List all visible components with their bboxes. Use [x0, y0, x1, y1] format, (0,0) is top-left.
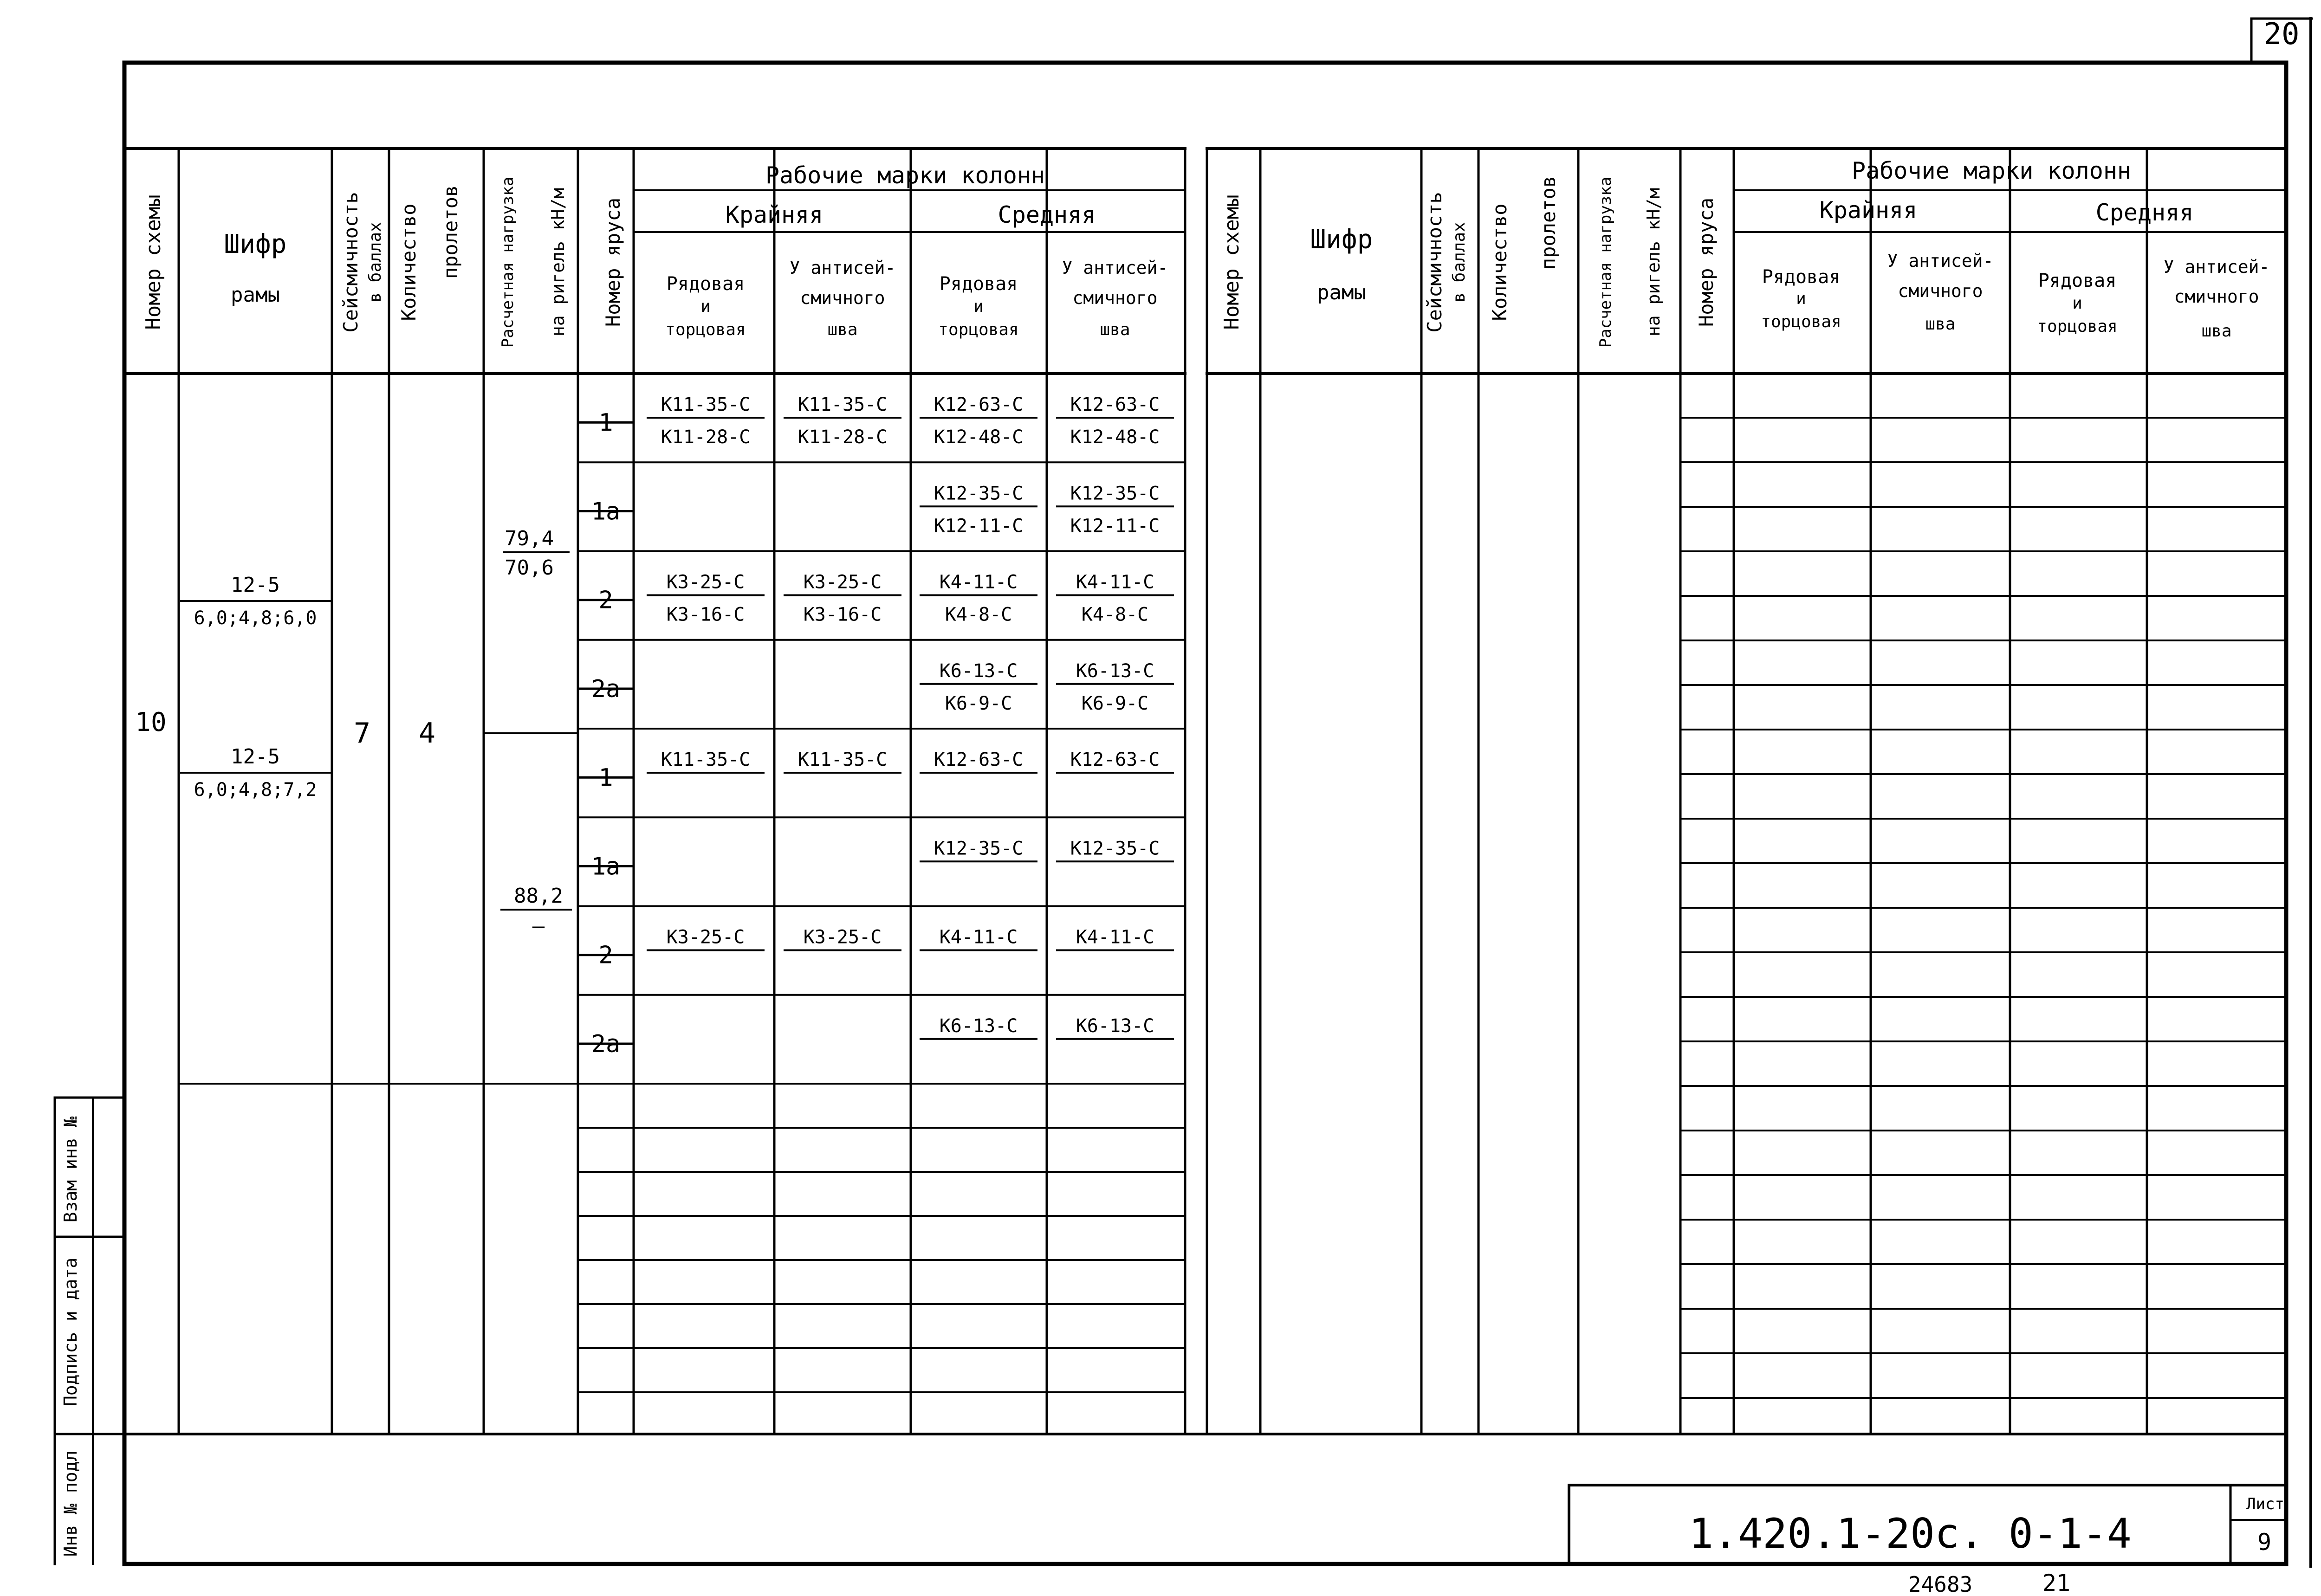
seismic-value: 7: [353, 717, 371, 750]
header-marks-right: Рабочие марки колонн: [1851, 157, 2132, 184]
header-seismic-1: Сейсмичность: [339, 192, 362, 333]
header-row-3-right: торцовая: [1761, 312, 1841, 331]
header-row-1b-right: Рядовая: [2038, 270, 2117, 291]
header-frame-code-1-right: Шифр: [1310, 225, 1373, 255]
load-b-bottom: —: [532, 914, 545, 938]
header-scheme-no-right: Номер схемы: [1220, 194, 1244, 330]
header-scheme-no: Номер схемы: [142, 194, 165, 330]
tier-rows: [591, 394, 1160, 1058]
column-mark-top: К11-35-С: [661, 749, 751, 770]
frame-code-b-top: 12-5: [231, 745, 280, 769]
load-b-top: 88,2: [514, 884, 563, 908]
header-anti-2b-right: смичного: [2174, 286, 2259, 307]
stamp-podpis: Подпись и дата: [60, 1257, 81, 1407]
header-spans-2-right: пролетов: [1537, 175, 1560, 270]
column-mark-top: К3-25-С: [666, 926, 745, 948]
column-mark-top: К11-35-С: [661, 394, 751, 415]
frame-code-b-bottom: 6,0;4,8;7,2: [194, 779, 317, 801]
header-spans-2: пролетов: [439, 185, 462, 279]
column-mark-top: К12-63-С: [1070, 749, 1160, 770]
header-anti-2-right: смичного: [1898, 281, 1983, 301]
column-mark-top: К6-13-С: [1076, 1015, 1154, 1037]
header-outer-right: Крайняя: [1819, 197, 1918, 224]
column-mark-top: К4-11-С: [1076, 926, 1154, 948]
column-mark-bottom: К12-48-С: [934, 426, 1024, 448]
header-anti-3-right: шва: [1925, 315, 1956, 334]
title-block: [1689, 1495, 2284, 1557]
column-mark-top: К12-35-С: [934, 838, 1024, 859]
column-mark-top: К12-63-С: [1070, 394, 1160, 415]
header-load-2-right: на ригель кН/м: [1643, 187, 1664, 337]
column-mark-bottom: К6-9-С: [1081, 692, 1149, 714]
frame-code-a-bottom: 6,0;4,8;6,0: [194, 607, 317, 629]
header-row-1-right: Рядовая: [1762, 266, 1841, 288]
column-mark-bottom: К3-16-С: [666, 604, 745, 626]
header-frame-code-1: Шифр: [224, 229, 287, 259]
header-frame-code-2: рамы: [231, 283, 280, 307]
tier-number: 2: [598, 941, 613, 969]
column-mark-top: К11-35-С: [797, 394, 888, 415]
header-anti-3b-right: шва: [2201, 322, 2232, 341]
header-anti-3: шва: [827, 320, 858, 339]
column-mark-bottom: К11-28-С: [797, 426, 888, 448]
header-tier-right: Номер яруса: [1695, 197, 1718, 327]
header-load-1-right: Расчетная нагрузка: [1596, 176, 1615, 348]
header-row-1b: Рядовая: [939, 273, 1018, 295]
header-anti-1-right: У антисей-: [1887, 251, 1994, 271]
column-mark-top: К4-11-С: [939, 926, 1018, 948]
header-row-2: и: [700, 297, 711, 316]
stamp-vzam: Взам инв №: [60, 1116, 81, 1223]
column-mark-bottom: К11-28-С: [661, 426, 751, 448]
header-spans-1-right: Количество: [1488, 203, 1511, 321]
load-a-top: 79,4: [505, 527, 554, 550]
tier-number: 2а: [591, 1030, 621, 1058]
column-mark-top: К4-11-С: [939, 571, 1018, 593]
tier-number: 2а: [591, 675, 621, 703]
column-mark-bottom: К4-8-С: [945, 604, 1012, 626]
column-mark-bottom: К6-9-С: [945, 692, 1012, 714]
column-mark-bottom: К4-8-С: [1081, 604, 1149, 626]
tier-number: 1а: [591, 853, 621, 881]
header-row-2b-right: и: [2072, 294, 2082, 313]
tier-number: 1: [598, 409, 613, 437]
right-table-header: [1220, 157, 2269, 348]
archive-number: 24683: [1908, 1572, 1973, 1596]
header-anti-2: смичного: [800, 288, 885, 308]
column-mark-top: К3-25-С: [803, 926, 882, 948]
header-load-1: Расчетная нагрузка: [499, 176, 517, 348]
header-row-3: торцовая: [665, 320, 746, 339]
footer-page-number: 21: [2042, 1570, 2071, 1596]
header-seismic-2-right: в баллах: [1450, 222, 1469, 303]
scheme-number: 10: [135, 707, 167, 737]
side-stamps: [60, 1116, 81, 1557]
column-mark-bottom: К3-16-С: [803, 604, 882, 626]
header-frame-code-2-right: рамы: [1317, 281, 1366, 304]
column-mark-top: К12-63-С: [934, 394, 1024, 415]
load-a-bottom: 70,6: [505, 556, 554, 580]
header-middle: Средняя: [998, 201, 1096, 228]
header-anti-2b: смичного: [1072, 288, 1158, 308]
header-row-2-right: и: [1796, 289, 1806, 308]
spans-value: 4: [418, 717, 436, 750]
document-code: 1.420.1-20с. 0-1-4: [1689, 1510, 2132, 1557]
column-mark-top: К12-35-С: [1070, 838, 1160, 859]
header-row-1: Рядовая: [666, 273, 745, 295]
column-mark-top: К6-13-С: [1076, 660, 1154, 682]
tier-number: 1: [598, 764, 613, 792]
column-mark-top: К12-35-С: [934, 483, 1024, 504]
header-seismic-2: в баллах: [366, 222, 385, 303]
header-row-3b: торцовая: [938, 320, 1019, 339]
header-outer: Крайняя: [725, 201, 823, 228]
column-mark-top: К6-13-С: [939, 660, 1018, 682]
header-anti-1b: У антисей-: [1062, 258, 1168, 278]
column-mark-bottom: К12-11-С: [934, 515, 1024, 537]
header-seismic-1-right: Сейсмичность: [1423, 192, 1446, 333]
column-mark-bottom: К12-11-С: [1070, 515, 1160, 537]
frame-code-a-top: 12-5: [231, 573, 280, 597]
column-mark-top: К11-35-С: [797, 749, 888, 770]
header-spans-1: Количество: [397, 203, 420, 321]
header-load-2: на ригель кН/м: [548, 187, 568, 337]
column-mark-top: К4-11-С: [1076, 571, 1154, 593]
header-anti-3b: шва: [1100, 320, 1130, 339]
column-mark-top: К3-25-С: [666, 571, 745, 593]
column-mark-top: К3-25-С: [803, 571, 882, 593]
column-mark-top: К6-13-С: [939, 1015, 1018, 1037]
tier-number: 1а: [591, 498, 621, 526]
header-anti-1: У антисей-: [789, 258, 896, 278]
header-marks: Рабочие марки колонн: [765, 162, 1045, 189]
tier-number: 2: [598, 586, 613, 614]
column-mark-bottom: К12-48-С: [1070, 426, 1160, 448]
column-mark-top: К12-35-С: [1070, 483, 1160, 504]
header-middle-right: Средняя: [2095, 199, 2194, 226]
header-row-3b-right: торцовая: [2037, 317, 2118, 336]
header-anti-1b-right: У антисей-: [2163, 257, 2270, 277]
stamp-inv-podl: Инв № подл: [60, 1450, 81, 1557]
header-tier: Номер яруса: [602, 197, 624, 327]
column-mark-top: К12-63-С: [934, 749, 1024, 770]
sheet-label: Лист: [2246, 1495, 2284, 1513]
corner-page-number: 20: [2263, 17, 2300, 52]
sheet-number: 9: [2257, 1529, 2272, 1556]
header-row-2b: и: [973, 297, 984, 316]
